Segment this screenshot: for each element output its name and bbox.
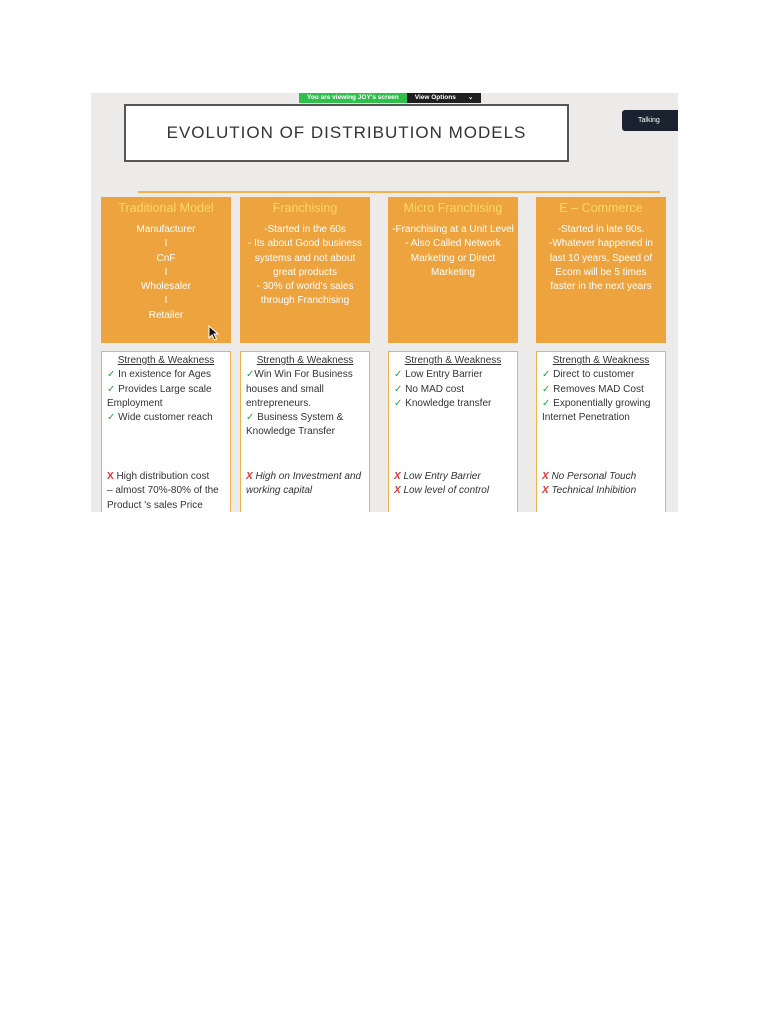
weakness-item: X No Personal Touch	[542, 471, 637, 482]
weakness-item: X Low level of control	[394, 485, 490, 497]
weakness-list	[542, 470, 662, 499]
talking-indicator	[622, 110, 678, 131]
sw-heading: Strength & Weakness	[117, 355, 215, 366]
weakness-list	[107, 470, 227, 512]
cross-icon: X	[246, 471, 253, 482]
model-card-micro-franchising	[388, 197, 518, 343]
strength-item: ✓ In existence for Ages	[107, 369, 212, 381]
check-icon: ✓	[246, 412, 255, 424]
sw-heading: Strength & Weakness	[552, 355, 650, 366]
sw-heading: Strength & Weakness	[256, 355, 354, 366]
check-icon: ✓	[394, 383, 403, 395]
card-title: Franchising	[272, 201, 338, 215]
sw-box-traditional	[101, 351, 231, 512]
sw-box-micro-franchising	[388, 351, 518, 512]
weakness-item: X Technical Inhibition	[542, 485, 637, 497]
strength-item: ✓ Exponentially growing Internet Penetration	[542, 397, 651, 424]
sw-box-e-commerce	[536, 351, 666, 512]
check-icon: ✓	[107, 369, 116, 381]
check-icon: ✓	[246, 369, 255, 381]
weakness-item: X High distribution cost – almost 70%-80% of the Product 's sales Price	[107, 471, 219, 511]
mouse-pointer-icon	[208, 325, 220, 341]
strength-item: ✓ Business System & Knowledge Transfer	[246, 412, 344, 438]
strength-item: ✓Win Win For Business houses and small entrepreneurs.	[246, 369, 353, 409]
view-options-button[interactable]	[407, 93, 482, 103]
slide-title-box	[124, 104, 569, 162]
weakness-list	[394, 470, 514, 499]
strength-item: ✓ Direct to customer	[542, 369, 635, 381]
check-icon: ✓	[107, 412, 116, 424]
strength-item: ✓ Low Entry Barrier	[394, 369, 483, 381]
card-title: E – Commerce	[559, 201, 643, 215]
model-card-franchising	[240, 197, 370, 343]
strength-item: ✓ Wide customer reach	[107, 412, 213, 424]
check-icon: ✓	[542, 397, 551, 409]
view-options-label: View Options	[414, 94, 456, 101]
strength-item: ✓ Removes MAD Cost	[542, 383, 644, 395]
cross-icon: X	[542, 485, 549, 497]
title-divider	[138, 191, 660, 193]
model-card-e-commerce	[536, 197, 666, 343]
talking-label: Talking	[638, 117, 660, 124]
card-body: -Franchising at a Unit Level - Also Called Network Marketing or Direct Marketing	[392, 224, 514, 278]
card-body: Manufacturer I CnF I Wholesaler I Retailer	[136, 224, 196, 321]
cross-icon: X	[107, 471, 114, 482]
strength-item: ✓ Knowledge transfer	[394, 397, 492, 409]
check-icon: ✓	[394, 369, 403, 381]
chevron-down-icon: ⌄	[467, 94, 474, 101]
share-status-text: You are viewing JOY's screen	[299, 93, 407, 103]
slide-title: EVOLUTION OF DISTRIBUTION MODELS	[166, 123, 527, 142]
card-body: -Started in late 90s. -Whatever happened in last 10 years, Speed of Ecom will be 5 times faster in the next years	[549, 224, 653, 293]
screen-share-banner	[299, 93, 481, 103]
check-icon: ✓	[542, 369, 551, 381]
card-title: Traditional Model	[118, 201, 214, 215]
card-body: -Started in the 60s - Its about Good business systems and not about great products - 30% of world's sales through Franchising	[248, 224, 362, 307]
weakness-item: X Low Entry Barrier	[394, 471, 481, 482]
shared-screen	[91, 93, 678, 512]
sw-heading: Strength & Weakness	[404, 355, 502, 366]
check-icon: ✓	[394, 397, 403, 409]
check-icon: ✓	[107, 383, 116, 395]
strength-item: ✓ No MAD cost	[394, 383, 465, 395]
weakness-item: X High on Investment and working capital	[246, 471, 362, 497]
card-title: Micro Franchising	[403, 201, 503, 215]
cross-icon: X	[394, 485, 401, 497]
check-icon: ✓	[542, 383, 551, 395]
sw-box-franchising	[240, 351, 370, 512]
cross-icon: X	[542, 471, 549, 482]
strength-item: ✓ Provides Large scale Employment	[107, 383, 212, 409]
model-card-traditional	[101, 197, 231, 343]
weakness-list	[246, 470, 366, 499]
cross-icon: X	[394, 471, 401, 482]
